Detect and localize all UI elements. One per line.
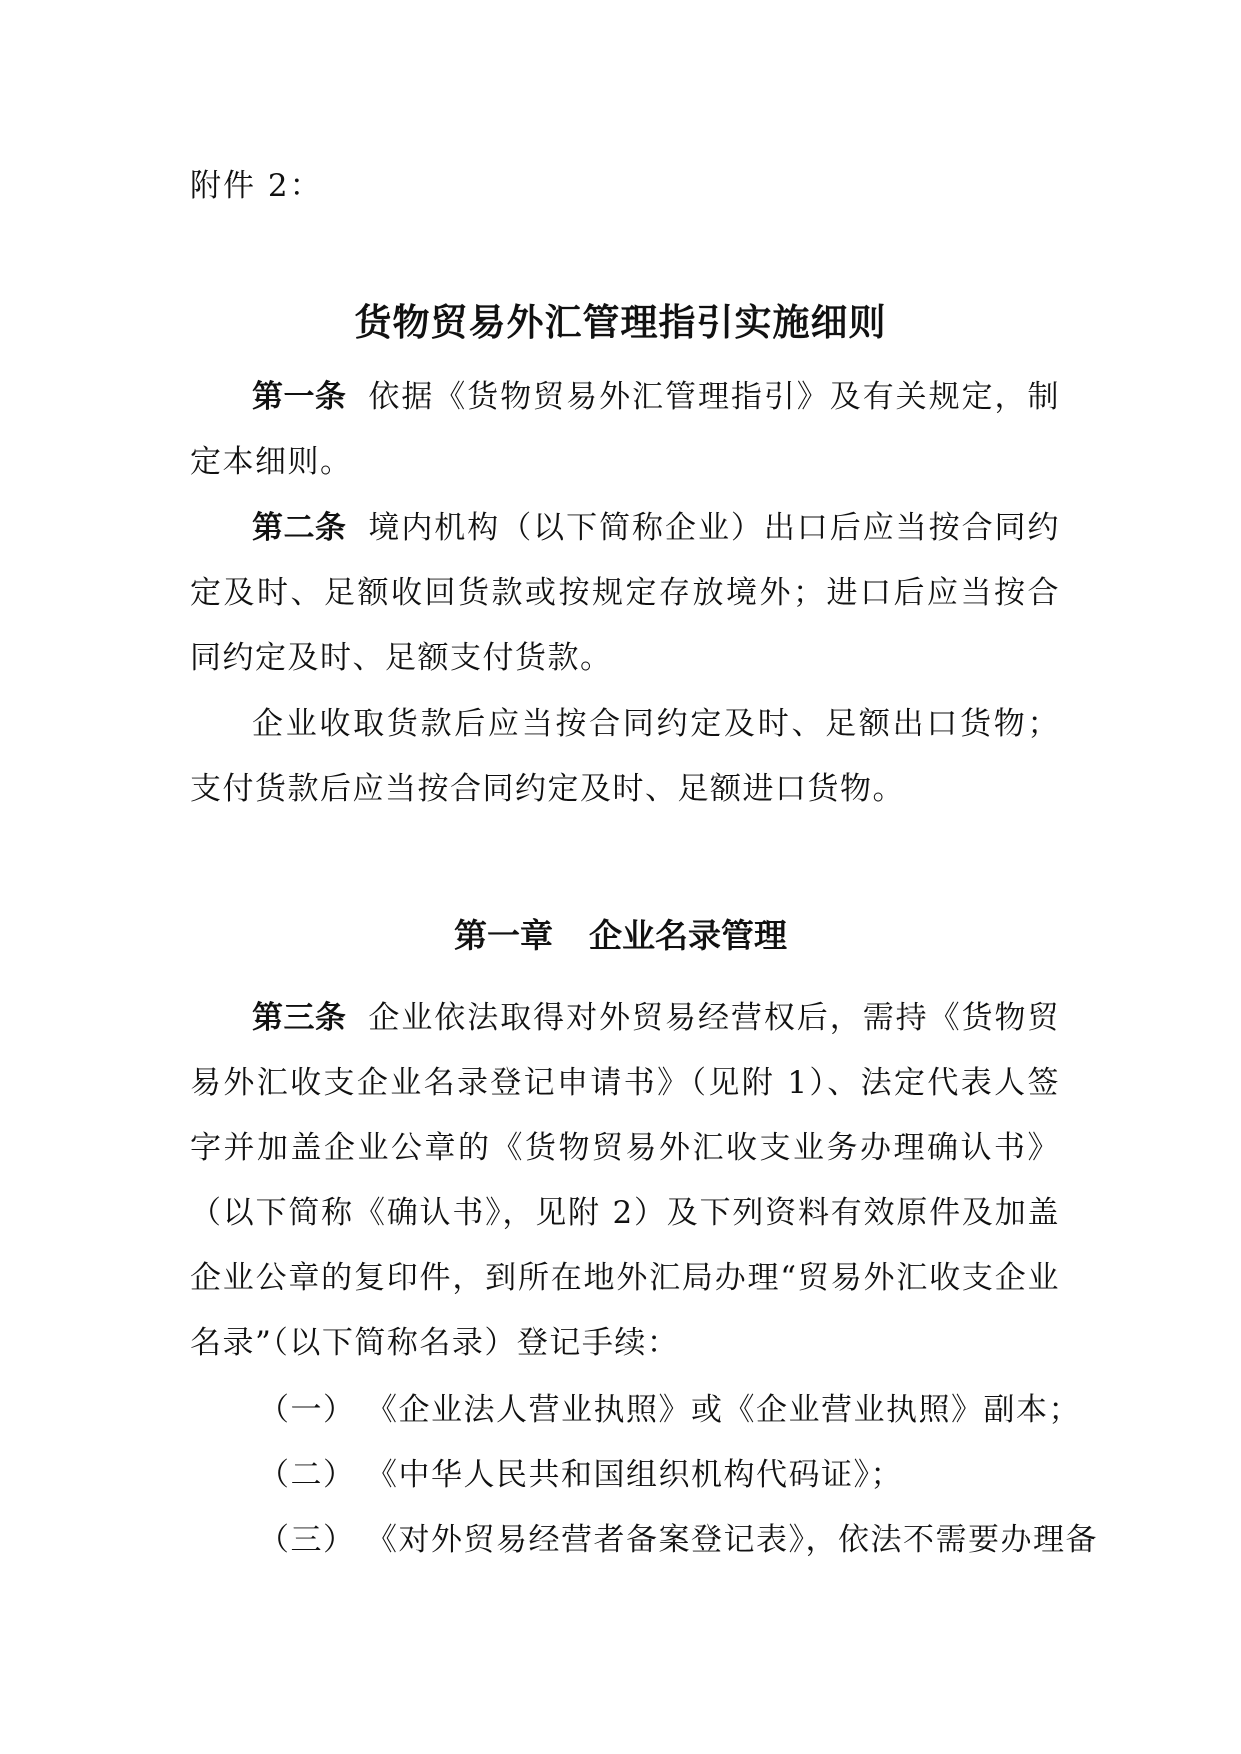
article-2-paragraph-2: 企业收取货款后应当按合同约定及时、足额出口货物；支付货款后应当按合同约定及时、足额进口货物。 bbox=[190, 706, 1060, 807]
chapter-number: 第一章 bbox=[454, 916, 553, 955]
list-item-number: （一） bbox=[258, 1392, 356, 1428]
article-1-label: 第一条 bbox=[252, 379, 347, 415]
article-1-text: 依据《货物贸易外汇管理指引》及有关规定，制定本细则。 bbox=[190, 379, 1061, 480]
article-2 bbox=[190, 496, 1060, 691]
attachment-label: 附件 2： bbox=[190, 168, 323, 204]
list-item bbox=[258, 1378, 1081, 1443]
list-item bbox=[258, 1443, 1060, 1508]
document-title: 货物贸易外汇管理指引实施细则 bbox=[354, 301, 887, 344]
chapter-heading bbox=[0, 910, 1241, 957]
article-2-label: 第二条 bbox=[252, 510, 347, 546]
chapter-name: 企业名录管理 bbox=[589, 916, 787, 955]
article-3-text: 企业依法取得对外贸易经营权后，需持《货物贸易外汇收支企业名录登记申请书》（见附 1）、法定代表人签字并加盖企业公章的《货物贸易外汇收支业务办理确认书》（以下简称《确认书》，见附 2）及下列资料有效原件及加盖企业公章的复印件，到所在地外汇局办理“贸易外汇收支企业名录”（以下简称名录）登记手续： bbox=[190, 1000, 1061, 1361]
list-item-number: （二） bbox=[258, 1457, 356, 1493]
article-2-text: 境内机构（以下简称企业）出口后应当按合同约定及时、足额收回货款或按规定存放境外；进口后应当按合同约定及时、足额支付货款。 bbox=[190, 510, 1061, 676]
list-item bbox=[258, 1508, 1098, 1573]
article-1 bbox=[190, 365, 1060, 495]
list-item-text: 《对外贸易经营者备案登记表》，依法不需要办理备 bbox=[366, 1522, 1098, 1558]
list-item-text: 《企业法人营业执照》或《企业营业执照》副本； bbox=[366, 1392, 1081, 1428]
list-item-text: 《中华人民共和国组织机构代码证》； bbox=[366, 1457, 903, 1493]
list-item-number: （三） bbox=[258, 1522, 356, 1558]
article-3 bbox=[190, 986, 1060, 1376]
article-3-label: 第三条 bbox=[252, 1000, 347, 1036]
